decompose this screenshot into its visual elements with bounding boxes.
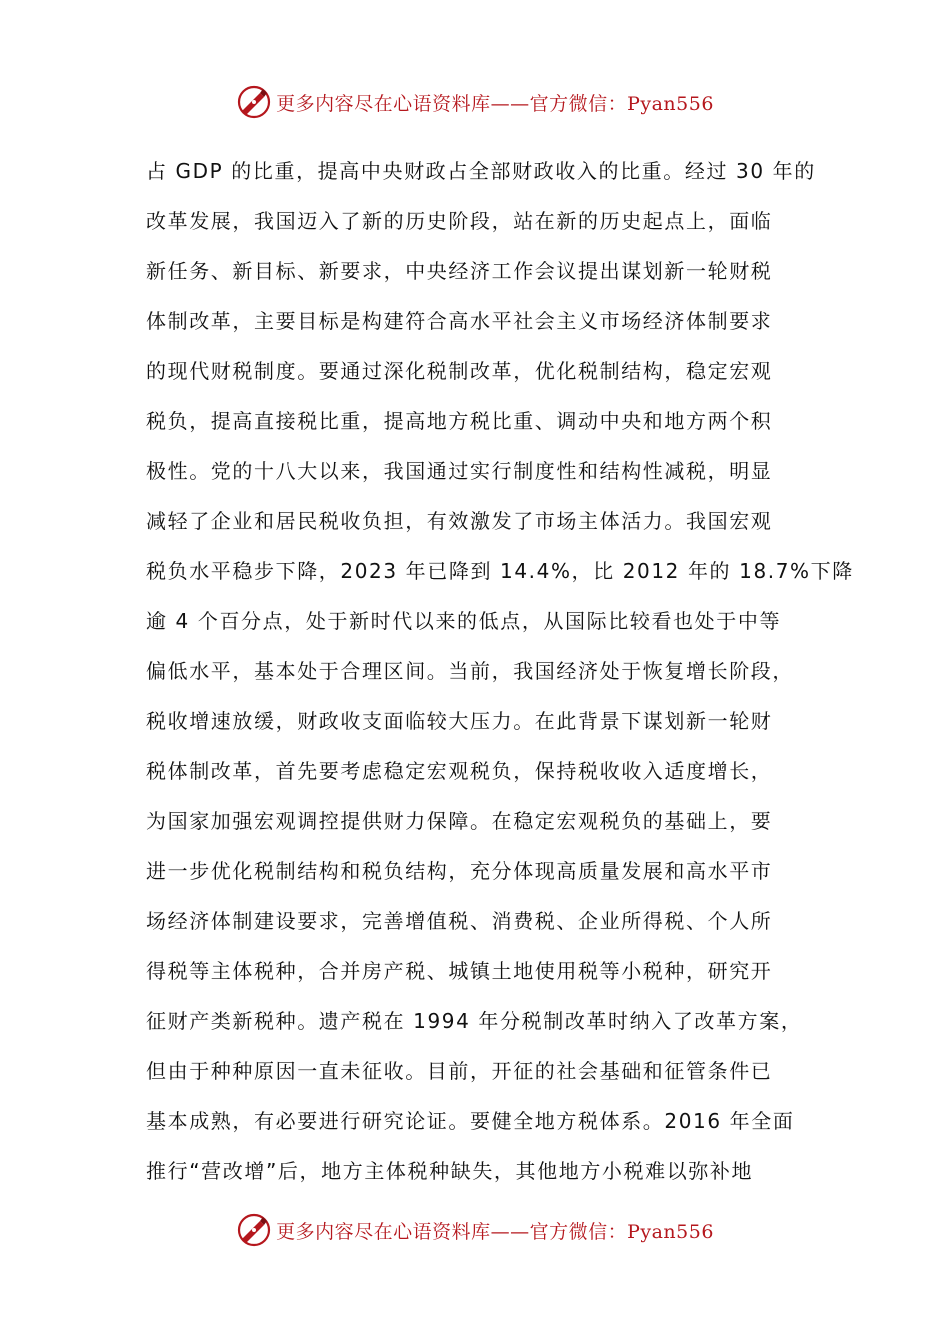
- text-line: 进一步优化税制结构和税负结构，充分体现高质量发展和高水平市: [146, 859, 773, 883]
- text-line: 征财产类新税种。遗产税在 1994 年分税制改革时纳入了改革方案，: [146, 1009, 803, 1033]
- text-line: 新任务、新目标、新要求，中央经济工作会议提出谋划新一轮财税: [146, 259, 773, 283]
- text-line: 逾 4 个百分点，处于新时代以来的低点，从国际比较看也处于中等: [146, 609, 782, 633]
- text-line: 税负，提高直接税比重，提高地方税比重、调动中央和地方两个积: [146, 409, 773, 433]
- pen-logo-icon: [236, 84, 272, 120]
- banner-text: 更多内容尽在心语资料库——官方微信：Pyan556: [276, 92, 714, 115]
- text-line: 基本成熟，有必要进行研究论证。要健全地方税体系。2016 年全面: [146, 1109, 795, 1133]
- text-line: 得税等主体税种，合并房产税、城镇土地使用税等小税种，研究开: [146, 959, 773, 983]
- text-line: 但由于种种原因一直未征收。目前，开征的社会基础和征管条件已: [146, 1059, 773, 1083]
- text-line: 偏低水平，基本处于合理区间。当前，我国经济处于恢复增长阶段，: [146, 659, 794, 683]
- text-line: 税收增速放缓，财政收支面临较大压力。在此背景下谋划新一轮财: [146, 709, 773, 733]
- text-line: 税体制改革，首先要考虑稳定宏观税负，保持税收收入适度增长，: [146, 759, 773, 783]
- text-line: 减轻了企业和居民税收负担，有效激发了市场主体活力。我国宏观: [146, 509, 773, 533]
- text-line: 场经济体制建设要求，完善增值税、消费税、企业所得税、个人所: [146, 909, 773, 933]
- pen-logo-icon: [236, 1212, 272, 1248]
- article-body: [146, 146, 854, 1196]
- header-banner: [0, 82, 950, 122]
- text-line: 的现代财税制度。要通过深化税制改革，优化税制结构，稳定宏观: [146, 359, 773, 383]
- text-line: 改革发展，我国迈入了新的历史阶段，站在新的历史起点上，面临: [146, 209, 773, 233]
- text-line: 推行“营改增”后，地方主体税种缺失，其他地方小税难以弥补地: [146, 1159, 754, 1183]
- footer-banner: [0, 1210, 950, 1250]
- text-line: 为国家加强宏观调控提供财力保障。在稳定宏观税负的基础上，要: [146, 809, 773, 833]
- text-line: 极性。党的十八大以来，我国通过实行制度性和结构性减税，明显: [146, 459, 773, 483]
- text-line: 税负水平稳步下降，2023 年已降到 14.4%，比 2012 年的 18.7%下降: [146, 559, 854, 583]
- banner-text: 更多内容尽在心语资料库——官方微信：Pyan556: [276, 1220, 714, 1243]
- text-line: 体制改革，主要目标是构建符合高水平社会主义市场经济体制要求: [146, 309, 773, 333]
- text-line: 占 GDP 的比重，提高中央财政占全部财政收入的比重。经过 30 年的: [146, 159, 816, 183]
